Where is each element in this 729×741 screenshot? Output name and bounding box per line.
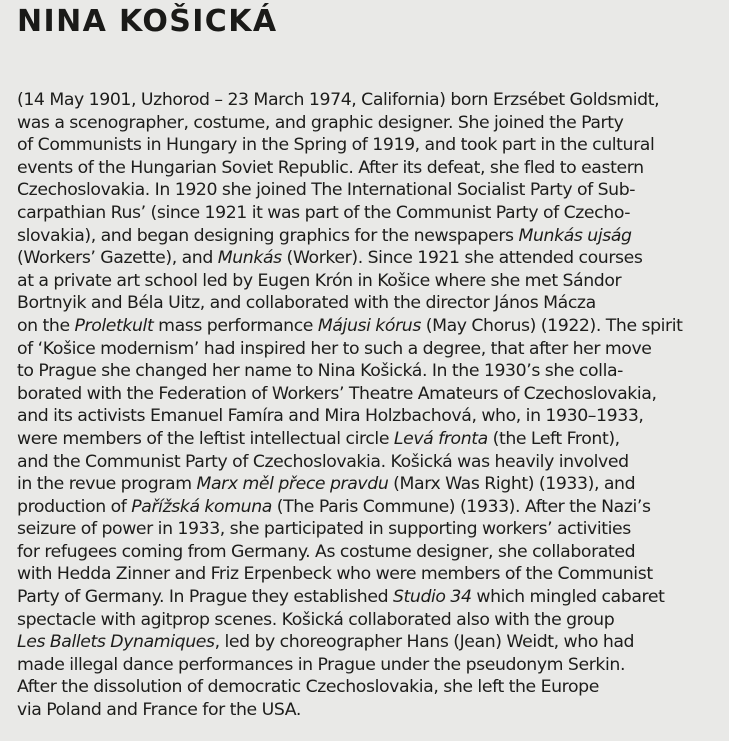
text-segment: to Prague she changed her name to Nina Košická. In the 1930’s she colla- xyxy=(17,361,624,382)
text-line xyxy=(17,496,722,519)
text-line xyxy=(17,292,722,315)
text-segment: (Marx Was Right) (1933), and xyxy=(388,474,636,495)
text-line xyxy=(17,586,722,609)
text-segment: (May Chorus) (1922). The spirit xyxy=(420,315,683,336)
text-segment: spectacle with agitprop scenes. Košická collaborated also with the group xyxy=(17,609,615,630)
text-segment: production of xyxy=(17,496,132,517)
text-segment: carpathian Rus’ (since 1921 it was part of the Communist Party of Czecho- xyxy=(17,202,631,223)
text-line xyxy=(17,338,722,361)
text-segment: at a private art school led by Eugen Krón in Košice where she met Sándor xyxy=(17,270,622,291)
text-line xyxy=(17,383,722,406)
italic-title: Les Ballets Dynamiques xyxy=(17,632,215,653)
text-line xyxy=(17,89,722,112)
text-line xyxy=(17,134,722,157)
text-segment: on the xyxy=(17,315,75,336)
text-line xyxy=(17,405,722,428)
text-line xyxy=(17,428,722,451)
text-segment: events of the Hungarian Soviet Republic. After its defeat, she fled to eastern xyxy=(17,157,644,178)
text-line xyxy=(17,360,722,383)
text-segment: , led by choreographer Hans (Jean) Weidt, who had xyxy=(214,632,635,653)
text-segment: was a scenographer, costume, and graphic designer. She joined the Party xyxy=(17,112,624,133)
text-segment: mass performance xyxy=(153,315,318,336)
text-segment: which mingled cabaret xyxy=(471,587,665,608)
text-segment: Bortnyik and Béla Uitz, and collaborated with the director János Mácza xyxy=(17,293,596,314)
italic-title: Marx měl přece pravdu xyxy=(196,474,389,495)
text-segment: seizure of power in 1933, she participated in supporting workers’ activities xyxy=(17,519,631,540)
italic-title: Proletkult xyxy=(74,315,154,336)
italic-title: Májusi kórus xyxy=(317,315,421,336)
text-line xyxy=(17,676,722,699)
text-line xyxy=(17,247,722,270)
italic-title: Studio 34 xyxy=(392,587,472,608)
text-segment: via Poland and France for the USA. xyxy=(17,700,301,721)
text-segment: After the dissolution of democratic Czechoslovakia, she left the Europe xyxy=(17,677,599,698)
text-segment: of Communists in Hungary in the Spring of 1919, and took part in the cultural xyxy=(17,135,655,156)
text-segment: of ‘Košice modernism’ had inspired her to such a degree, that after her move xyxy=(17,338,652,359)
text-segment: Czechoslovakia. In 1920 she joined The International Socialist Party of Sub- xyxy=(17,180,636,201)
text-segment: (Worker). Since 1921 she attended courses xyxy=(281,248,643,269)
page-title: NINA KOŠICKÁ xyxy=(17,4,278,39)
biography-text xyxy=(17,89,722,722)
text-segment: (Workers’ Gazette), and xyxy=(17,248,218,269)
text-line xyxy=(17,631,722,654)
text-segment: in the revue program xyxy=(17,474,197,495)
text-segment: and the Communist Party of Czechoslovakia. Košická was heavily involved xyxy=(17,451,629,472)
text-segment: with Hedda Zinner and Friz Erpenbeck who were members of the Communist xyxy=(17,564,653,585)
text-line xyxy=(17,563,722,586)
text-segment: were members of the leftist intellectual circle xyxy=(17,428,394,449)
text-line xyxy=(17,225,722,248)
text-segment: slovakia), and began designing graphics for the newspapers xyxy=(17,225,519,246)
text-segment: (the Left Front), xyxy=(487,428,620,449)
text-line xyxy=(17,270,722,293)
text-line xyxy=(17,654,722,677)
italic-title: Levá fronta xyxy=(393,428,488,449)
text-line xyxy=(17,202,722,225)
text-line xyxy=(17,541,722,564)
text-segment: made illegal dance performances in Prague under the pseudonym Serkin. xyxy=(17,654,626,675)
text-line xyxy=(17,699,722,722)
italic-title: Munkás xyxy=(217,248,282,269)
text-segment: (The Paris Commune) (1933). After the Nazi’s xyxy=(271,496,651,517)
text-segment: Party of Germany. In Prague they established xyxy=(17,587,393,608)
text-line xyxy=(17,609,722,632)
text-segment: and its activists Emanuel Famíra and Mira Holzbachová, who, in 1930–1933, xyxy=(17,406,644,427)
text-line xyxy=(17,179,722,202)
text-segment: for refugees coming from Germany. As costume designer, she collaborated xyxy=(17,541,636,562)
text-line xyxy=(17,157,722,180)
text-line xyxy=(17,451,722,474)
text-line xyxy=(17,112,722,135)
italic-title: Munkás ujság xyxy=(518,225,632,246)
text-segment: (14 May 1901, Uzhorod – 23 March 1974, California) born Erzsébet Goldsmidt, xyxy=(17,90,660,110)
text-line xyxy=(17,518,722,541)
text-segment: borated with the Federation of Workers’ Theatre Amateurs of Czechoslovakia, xyxy=(17,383,657,404)
text-line xyxy=(17,315,722,338)
text-line xyxy=(17,473,722,496)
italic-title: Pařížská komuna xyxy=(131,496,272,517)
